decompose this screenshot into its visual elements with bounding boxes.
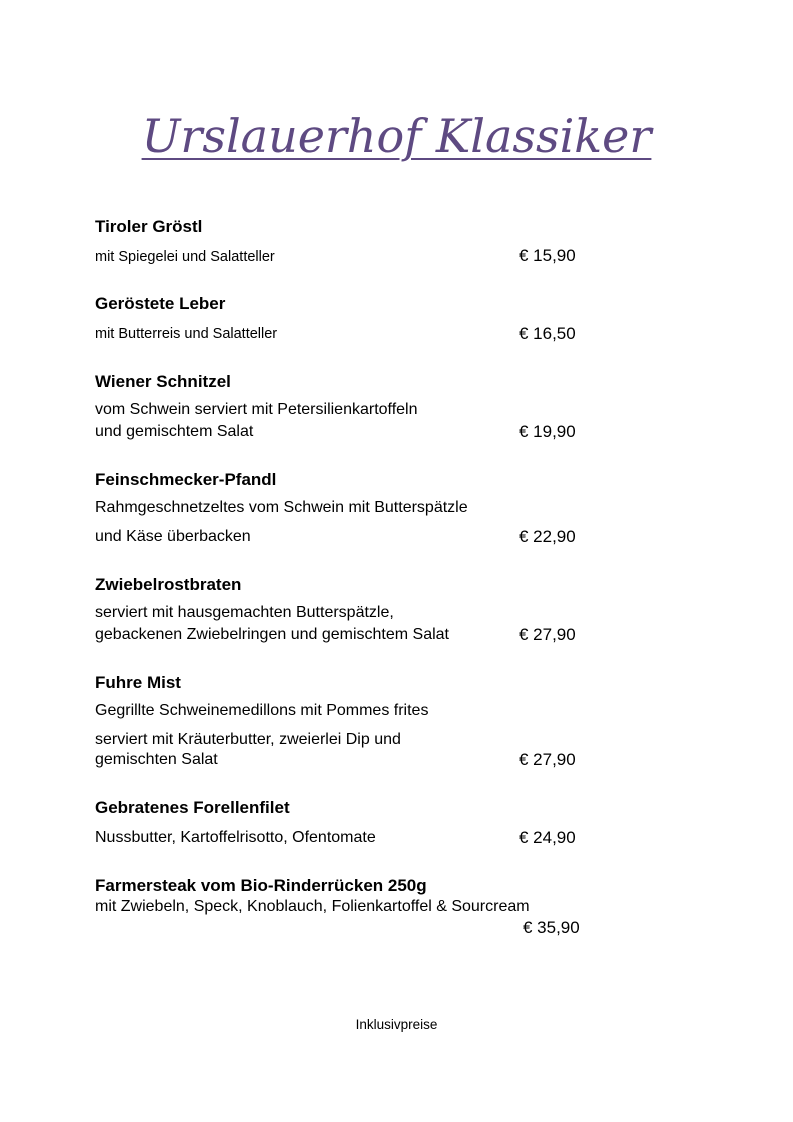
menu-item <box>95 798 595 847</box>
dish-description: mit Butterreis und Salatteller <box>95 326 278 342</box>
dish-name: Feinschmecker-Pfandl <box>95 470 277 489</box>
dish-description: vom Schwein serviert mit Petersilienkartoffeln <box>95 401 418 418</box>
dish-description: mit Spiegelei und Salatteller <box>95 249 275 265</box>
dish-price: € 27,90 <box>519 750 576 769</box>
dish-price: € 16,50 <box>519 324 576 343</box>
dish-price: € 27,90 <box>519 625 576 644</box>
menu-title: Urslauerhof Klassiker <box>141 109 652 163</box>
dish-description: und gemischtem Salat <box>95 423 254 440</box>
dish-name: Wiener Schnitzel <box>95 372 231 391</box>
dish-name: Gebratenes Forellenfilet <box>95 798 290 817</box>
dish-name: Zwiebelrostbraten <box>95 575 242 594</box>
dish-name: Farmersteak vom Bio-Rinderrücken 250g <box>95 876 427 895</box>
menu-item <box>95 294 595 343</box>
dish-name: Geröstete Leber <box>95 294 226 313</box>
dish-description: Nussbutter, Kartoffelrisotto, Ofentomate <box>95 829 376 846</box>
price-footnote: Inklusivpreise <box>355 1017 438 1032</box>
menu-item <box>95 673 595 769</box>
menu-item <box>95 470 595 546</box>
dish-description: serviert mit Kräuterbutter, zweierlei Dip und <box>95 731 401 748</box>
menu-item <box>95 217 595 265</box>
dish-description: Rahmgeschnetzeltes vom Schwein mit Butterspätzle <box>95 499 468 516</box>
dish-price: € 15,90 <box>519 246 576 265</box>
dish-name: Fuhre Mist <box>95 673 181 692</box>
dish-description: serviert mit hausgemachten Butterspätzle, <box>95 604 394 621</box>
menu-item <box>95 575 595 644</box>
dish-price: € 24,90 <box>519 828 576 847</box>
dish-description: mit Zwiebeln, Speck, Knoblauch, Folienkartoffel & Sourcream <box>95 898 530 915</box>
dish-description: gebackenen Zwiebelringen und gemischtem Salat <box>95 626 449 643</box>
dish-description: gemischten Salat <box>95 751 218 768</box>
menu-item <box>95 876 595 937</box>
dish-name: Tiroler Gröstl <box>95 217 203 236</box>
dish-price: € 19,90 <box>519 422 576 441</box>
menu-item <box>95 372 595 441</box>
dish-description: und Käse überbacken <box>95 528 251 545</box>
dish-description: Gegrillte Schweinemedillons mit Pommes frites <box>95 702 429 719</box>
dish-price: € 22,90 <box>519 527 576 546</box>
dish-price: € 35,90 <box>523 918 580 937</box>
